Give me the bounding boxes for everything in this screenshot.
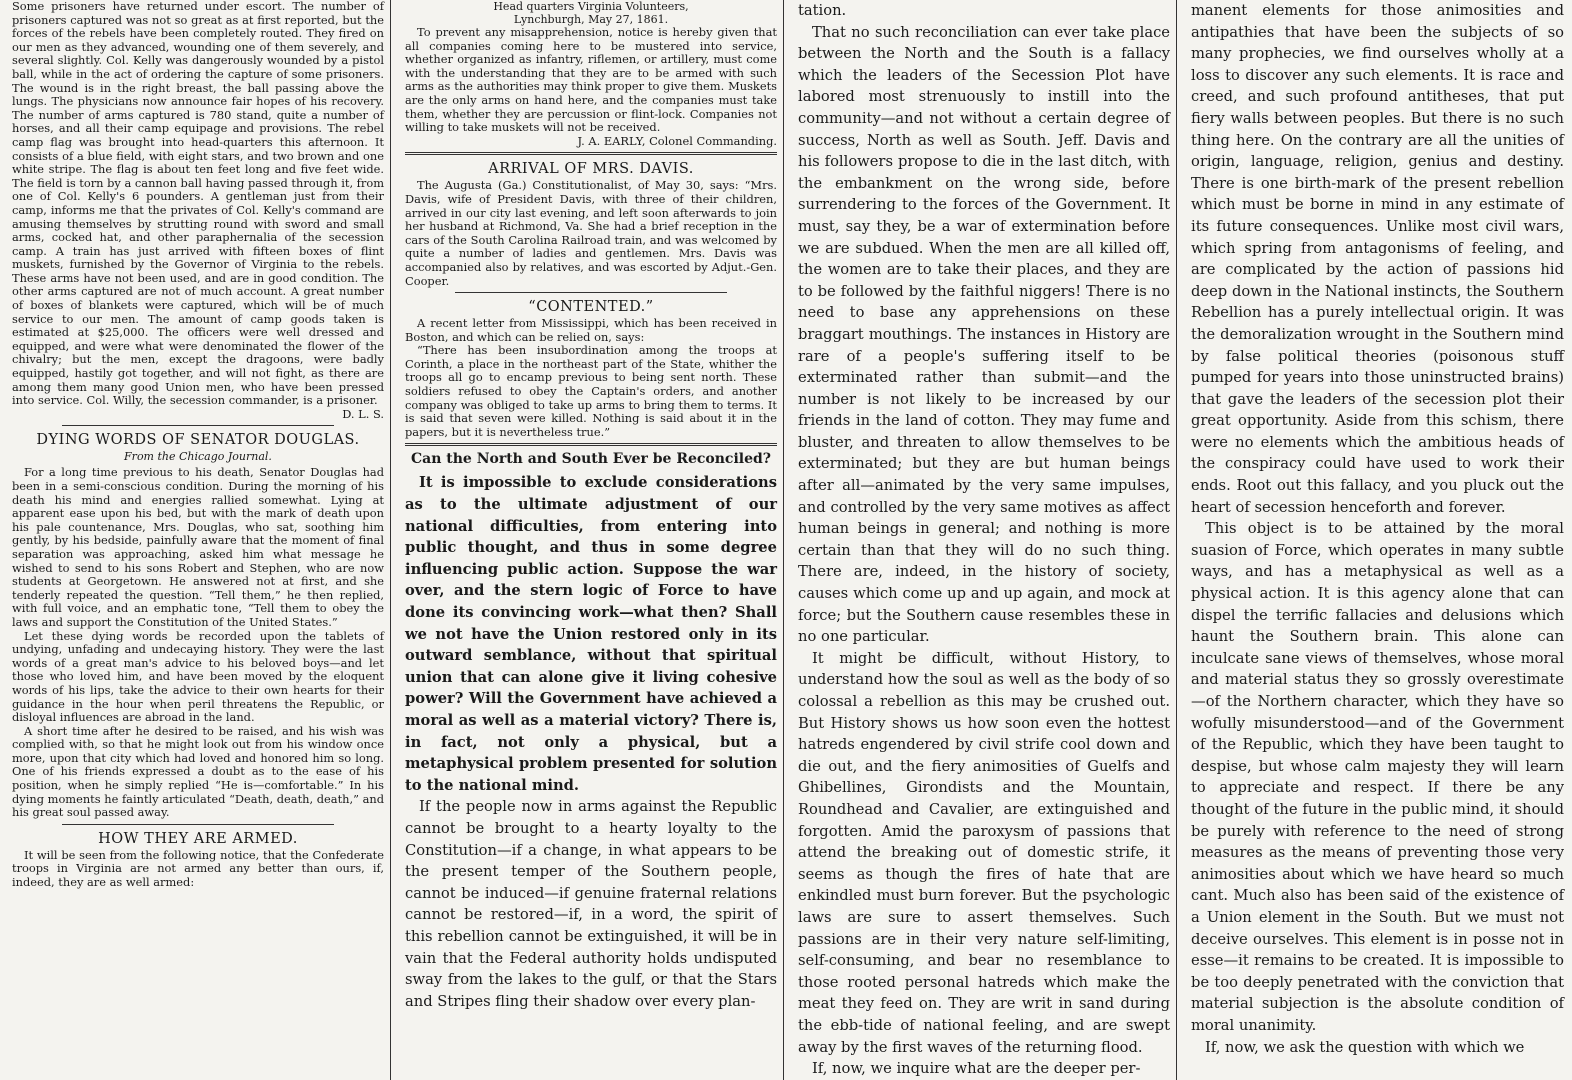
body-paragraph: To prevent any misapprehension, notice is hereby given that all companies coming here to be mustered into service, whether organized as infantry, riflemen, or artillery, must come with the understanding that they are to be armed with such arms as the authorities may think proper to give them. Muskets are the only arms on hand here, and the companies must take them, whether they are percussion or flint-lock. Companies not willing to take muskets will not be received.: [405, 25, 777, 135]
signature: J. A. EARLY, Colonel Commanding.: [577, 133, 777, 148]
body-paragraph: tation.: [798, 2, 847, 19]
signature: D. L. S.: [342, 406, 384, 421]
body-paragraph: If the people now in arms against the Republic cannot be brought to a hearty loyalty to the Constitution—if a change, in what appears to be the present temper of the Southern people, cannot be induced—if genuine fraternal relations cannot be restored—if, in a word, the spirit of this rebellion cannot be extinguished, it will be in vain that the Federal authority holds undisputed sway from the lakes to the gulf, or that the Stars and Stripes fling their shadow over every plan-: [405, 798, 777, 1010]
body-paragraph: Some prisoners have returned under escort. The number of prisoners captured was not so great as at first reported, but the forces of the rebels have been completely routed. They fired on our men as they advanced, wounding one of them severely, and several slightly. Col. Kelly was dangerously wounded by a pistol ball, while in the act of ordering the capture of some prisoners. The wound is in the right breast, the ball passing above the lungs. The physicians now announce fair hopes of his recovery. The number of arms captured is 780 stand, quite a number of horses, and all their camp equipage and provisions. The rebel camp flag was brought into head-quarters this afternoon. It consists of a blue field, with eight stars, and two brown and one white stripe. The flag is about ten feet long and five feet wide. The field is torn by a cannon ball having passed through it, from one of Col. Kelly's 6 pounders. A gentleman just from their camp, informs me that the privates of Col. Kelly's command are amusing themselves by strutting round with sword and small arms, cocked hat, and other paraphernalia of the secession camp. A train has just arrived with fifteen boxes of flint muskets, furnished by the Governor of Virginia to the rebels. These arms have not been used, and are in good condition. The other arms captured are not of much account. A great number of boxes of blankets were captured, which will be of much service to our men. The amount of camp goods taken is estimated at $25,000. The officers were well dressed and equipped, and were what were denominated the flower of the chivalry; but the men, except the dragoons, were badly equipped, hastily got together, and will not fight, as there are among them many good Union men, who have been pressed into service. Col. Willy, the secession commander, is a prisoner.: [12, 0, 385, 408]
divider: [405, 443, 777, 446]
article-source: From the Chicago Journal.: [124, 450, 272, 464]
body-paragraph: manent elements for those animosities and antipathies that have been the subjects of so many prophecies, we find ourselves wholly at a loss to discover any such elements. It is race and creed, and such profound antitheses, that put fiery walls between peoples. But there is no such thing here. On the contrary are all the unities of origin, language, religion, genius and destiny. There is one birth-mark of the present rebellion which must be borne in mind in any estimate of its future consequences. Unlike most civil wars, which spring from antagonisms of feeling, and are complicated by the action of passions hid deep down in the National instincts, the Southern Rebellion has a purely intellectual origin. It was the demoralization wrought in the Southern mind by false political theories (poisonous stuff pumped for years into those uninstructed brains) that gave the leaders of the secession plot their great opportunity. Aside from this schism, there were no elements which the ambitious heads of the conspiracy could have used to work their ends. Root out this fallacy, and you pluck out the heart of secession henceforth and forever.: [1191, 2, 1564, 516]
body-paragraph: This object is to be attained by the moral suasion of Force, which operates in many subtle ways, and has a metaphysical as well as a physical action. It is this agency alone that can dispel the terrific fallacies and delusions which haunt the Southern brain. This alone can inculcate sane views of themselves, whose moral and material status they so grossly overestimate—of the Northern character, which they have so wofully misunderstood—and of the Government of the Republic, which they have been taught to despise, but whose calm majesty they will learn to appreciate and respect. If there be any thought of the future in the public mind, it should be purely with reference to the need of strong measures as the means of preventing those very animosities about which we have heard so much cant. Much also has been said of the existence of a Union element in the South. But we must not deceive ourselves. This element is in posse not in esse—it remains to be created. It is impossible to be too deeply penetrated with the conviction that material subjection is the absolute condition of moral unanimity.: [1191, 520, 1564, 1034]
body-paragraph: “There has been insubordination among the troops at Corinth, a place in the northeast part of the State, whither the troops all go to encamp previous to being sent north. These soldiers refused to obey the Captain's orders, and another company was obliged to take up arms to bring them to terms. It is said that seven were killed. Nothing is said about it in the papers, but it is nevertheless true.”: [405, 343, 777, 439]
column-3: [792, 0, 1177, 1080]
body-paragraph: It might be difficult, without History, to understand how the soul as well as the body of so colossal a rebellion as this may be crushed out. But History shows us how soon even the hottest hatreds engendered by civil strife cool down and die out, and the fiery animosities of Guelfs and Ghibellines, Girondists and the Mountain, Roundhead and Cavalier, are extinguished and forgotten. Amid the paroxysm of passions that attend the breaking out of domestic strife, it seems as though the fires of hate that are enkindled must burn forever. But the psychologic laws are sure to assert themselves. Such passions are in their very nature self-limiting, self-consuming, and bear no resemblance to those rooted personal hatreds which make the meat they feed on. They are writ in sand during the ebb-tide of national feeling, and are swept away by the first waves of the returning flood.: [798, 649, 1170, 1056]
column-1: [6, 0, 391, 1080]
article-heading: Can the North and South Ever be Reconciled?: [411, 451, 771, 468]
divider: [62, 425, 334, 426]
body-paragraph: The Augusta (Ga.) Constitutionalist, of May 30, says: “Mrs. Davis, wife of President Davis, with three of their children, arrived in our city last evening, and left soon afterwards to join her husband at Richmond, Va. She had a brief reception in the cars of the South Carolina Railroad train, and was welcomed by quite a number of ladies and gentlemen. Mrs. Davis was accompanied also by relatives, and was escorted by Adjut.-Gen. Cooper.: [405, 178, 777, 288]
body-paragraph: That no such reconciliation can ever take place between the North and the South is a fallacy which the leaders of the Secession Plot have labored most strenuously to instill into the community—and not without a certain degree of success, North as well as South. Jeff. Davis and his followers propose to die in the last ditch, with the embankment on the wrong side, before surrendering to the forces of the Government. It must, say they, be a war of extermination before we are subdued. When the men are all killed off, the women are to take their places, and they are to be followed by the faithful niggers! There is no need to base any apprehensions on these braggart mouthings. The instances in History are rare of a people's suffering itself to be exterminated rather than submit—and the number is not likely to be increased by our friends in the land of cotton. They may fume and bluster, and threaten to allow themselves to be exterminated; but they are but human beings after all—animated by the very same impulses, and controlled by the very same motives as affect human beings in general; and nothing is more certain than that they will do no such thing. There are, indeed, in the history of society, causes which come up and up again, and mock at force; but the Southern cause resembles these in no one particular.: [798, 23, 1170, 646]
body-paragraph: For a long time previous to his death, Senator Douglas had been in a semi-conscious condition. During the morning of his death his mind and energies rallied somewhat. Lying at apparent ease upon his bed, but with the mark of death upon his pale countenance, Mrs. Douglas, who sat, soothing him gently, by his bedside, painfully aware that the moment of final separation was approaching, asked him what message he wished to send to his sons Robert and Stephen, who are now students at Georgetown. He answered not at first, and she tenderly repeated the question. “Tell them,” he then replied, with full voice, and an emphatic tone, “Tell them to obey the laws and support the Constitution of the United States.”: [12, 465, 384, 629]
column-4: [1185, 0, 1570, 1080]
body-paragraph: If, now, we ask the question with which we: [1205, 1038, 1525, 1056]
body-paragraph: It is impossible to exclude considerations as to the ultimate adjustment of our national difficulties, from entering into public thought, and thus in some degree influencing public action. Suppose the war over, and the stern logic of Force to have done its convincing work—what then? Shall we not have the Union restored only in its outward semblance, without that spiritual union that can alone give it living cohesive power? Will the Government have achieved a moral as well as a material victory? There is, in fact, not only a physical, but a metaphysical problem presented for solution to the national mind.: [405, 474, 777, 794]
article-heading: DYING WORDS OF SENATOR DOUGLAS.: [36, 432, 360, 449]
body-paragraph: Let these dying words be recorded upon the tablets of undying, unfading and undecaying history. They were the last words of a great man's advice to his beloved boys—and let those who loved him, and have been moved by the eloquent words of his lips, take the advice to their own hearts for their guidance in the hour when peril threatens the Republic, or disloyal influences are abroad in the land.: [12, 628, 384, 725]
column-2: [399, 0, 784, 1080]
body-paragraph: A short time after he desired to be raised, and his wish was complied with, so that he might look out from his window once more, upon that city which had loved and honored him so long. One of his friends expressed a doubt as to the ease of his position, when he simply replied “He is—comfortable.” In his dying moments he faintly articulated “Death, death, death,” and his great soul passed away.: [12, 723, 384, 820]
body-paragraph: It will be seen from the following notice, that the Confederate troops in Virginia are not armed any better than ours, if, indeed, they are as well armed:: [12, 847, 384, 890]
body-paragraph: If, now, we inquire what are the deeper per-: [812, 1060, 1141, 1078]
dateline: Lynchburgh, May 27, 1861.: [513, 13, 669, 26]
article-heading: ARRIVAL OF MRS. DAVIS.: [488, 161, 694, 178]
dateline: Head quarters Virginia Volunteers,: [493, 0, 689, 13]
divider: [405, 152, 777, 155]
body-paragraph: A recent letter from Mississippi, which has been received in Boston, and which can be relied on, says:: [405, 316, 777, 344]
article-heading: HOW THEY ARE ARMED.: [98, 830, 298, 847]
divider: [455, 292, 727, 293]
article-heading: “CONTENTED.”: [528, 299, 654, 316]
divider: [62, 824, 334, 825]
